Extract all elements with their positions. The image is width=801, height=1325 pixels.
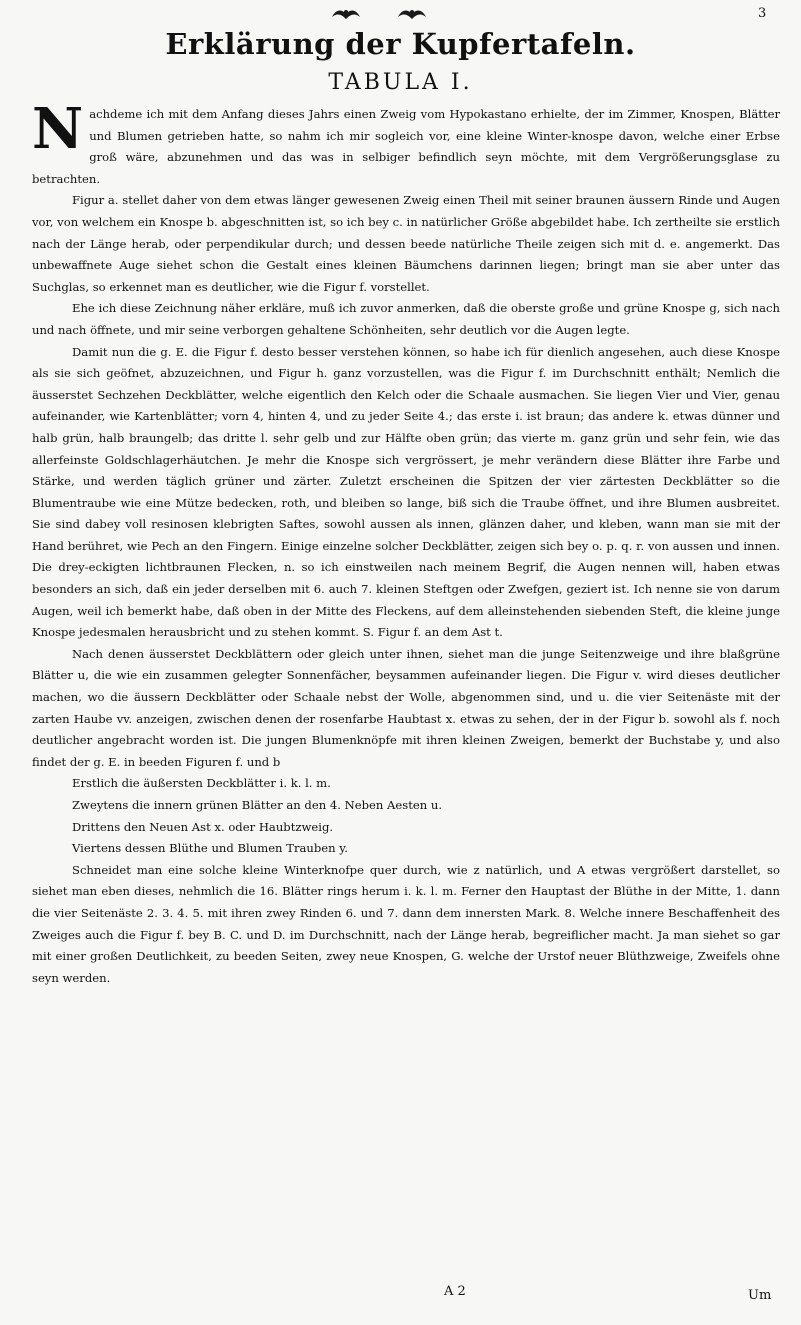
body-text (32, 96, 780, 989)
list-item: Zweytens die innern grünen Blätter an den 4. Neben Aesten u. (72, 798, 443, 812)
left-ornament-icon (331, 7, 361, 21)
paragraph-5: Nach denen äusserstet Deckblättern oder gleich unter ihnen, siehet man die junge Seitenzweige und ihre blaßgrüne Blätter u, die wie ein zusammen gelegter Sonnenfächer, beysammen aufeinander liegen. Die Figur v. wird dieses deutlicher machen, wo die äussern Deckblätter oder Schaale nebst der Wolle, abgenommen sind, und u. die vier Seitenäste mit der zarten Haube vv. anzeigen, zwischen denen der rosenfarbe Haubtast x. etwas zu sehen, der in der Figur b. sowohl als f. noch deutlicher angebracht worden ist. Die jungen Blumenknöpfe mit ihren kleinen Zweigen, bemerkt der Buchstabe y, und also findet der g. E. in beeden Figuren f. und b (32, 646, 780, 769)
page-number: 3 (758, 6, 767, 21)
paragraph-1-text: achdeme ich mit dem Anfang dieses Jahrs einen Zweig vom Hypokastano erhielte, der im Zimmer, Knospen, Blätter und Blumen getrieben hatte, so nahm ich mir sogleich vor, eine kleine Winter-knospe davon, welche einer Erbse groß wäre, abzunehmen und das was in selbiger befindlich seyn möchte, mit dem Vergrößerungsglase zu betrachten. (32, 107, 780, 186)
page-title: Erklärung der Kupfertafeln. (165, 27, 636, 61)
paragraph-4: Damit nun die g. E. die Figur f. desto besser verstehen können, so habe ich für dienlich angesehen, auch diese Knospe als sie sich geöfnet, abzuzeichnen, und Figur h. ganz vorzustellen, was die Figur f. im Durchschnitt enthält; Nemlich die äusserstet Sechzehen Deckblätter, welche eigentlich den Kelch oder die Schaale ausmachen. Sie liegen Vier und Vier, genau aufeinander, wie Kartenblätter; vorn 4, hinten 4, und zu jeder Seite 4.; das erste i. ist braun; das andere k. etwas dünner und halb grün, halb braungelb; das dritte l. sehr gelb und zur Hälfte oben grün; das vierte m. ganz grün und sehr fein, wie das allerfeinste Goldschlagerhäutchen. Je mehr die Knospe sich vergrössert, je mehr verändern diese Blätter ihre Farbe und Stärke, und werden täglich grüner und zärter. Zuletzt erscheinen die Spitzen der vier zärtesten Deckblätter so die Blumentraube wie eine Mütze bedecken, roth, und bleiben so lange, biß sich die Traube öffnet, und ihre Blumen ausbreitet. Sie sind dabey voll resinosen klebrigten Saftes, sowohl aussen als innen, glänzen daher, und kleben, wann man sie mit der Hand berühret, wie Pech an den Fingern. Einige einzelne solcher Deckblätter, zeigen sich bey o. p. q. r. von aussen und innen. Die drey-eckigten lichtbraunen Flecken, n. so ich einstweilen nach meinem Begrif, die Augen nennen will, haben etwas besonders an sich, daß ein jeder derselben mit 6. auch 7. kleinen Steftgen oder Zwefgen, geziert ist. Ich nenne sie von darum Augen, weil ich bemerkt habe, daß oben in der Mitte des Fleckens, auf dem alleinstehenden siebenden Steft, die kleine junge Knospe jedesmalen herausbricht und zu stehen kommt. S. Figur f. an dem Ast t. (32, 344, 780, 640)
paragraph-2: Figur a. stellet daher von dem etwas länger gewesenen Zweig einen Theil mit seiner braunen äussern Rinde und Augen vor, von welchem ein Knospe b. abgeschnitten ist, so ich bey c. in natürlicher Größe abgebildet habe. Ich zertheilte sie erstlich nach der Länge herab, oder perpendikular durch; und dessen beede natürliche Theile zeigen sich mit d. e. angemerkt. Das unbewaffnete Auge siehet schon die Gestalt eines kleinen Bäumchens darinnen liegen; bringt man sie aber unter das Suchglas, so erkennet man es deutlicher, wie die Figur f. vorstellet. (32, 193, 780, 294)
header-ornaments (0, 7, 801, 25)
right-ornament-icon (397, 7, 427, 21)
paragraph-3: Ehe ich diese Zeichnung näher erkläre, muß ich zuvor anmerken, daß die oberste große und grüne Knospe g, sich nach und nach öffnete, und mir seine verborgen gehaltene Schönheiten, sehr deutlich vor die Augen legte. (32, 301, 780, 337)
list-item: Drittens den Neuen Ast x. oder Haubtzweig. (72, 819, 334, 834)
signature-mark: A 2 (444, 1284, 466, 1299)
catchword: Um (748, 1288, 772, 1303)
plate-label: TABULA I. (328, 70, 473, 95)
paragraph-6: Schneidet man eine solche kleine Winterknofpe quer durch, wie z natürlich, und A etwas vergrößert darstellet, so siehet man eben dieses, nehmlich die 16. Blätter rings herum i. k. l. m. Ferner den Hauptast der Blüthe in der Mitte, 1. dann die vier Seitenäste 2. 3. 4. 5. mit ihren zwey Rinden 6. und 7. dann dem innersten Mark. 8. Welche innere Beschaffenheit des Zweiges auch die Figur f. bey B. C. und D. im Durchschnitt, nach der Länge herab, begreiflicher macht. Ja man siehet so gar mit einer großen Deutlichkeit, zu beeden Seiten, zwey neue Knospen, G. welche der Urstof neuer Blüthzweige, Zweifels ohne seyn werden. (32, 862, 780, 985)
drop-cap: N (32, 96, 84, 162)
list-item: Viertens dessen Blüthe und Blumen Trauben y. (72, 841, 348, 856)
paragraph-1 (32, 96, 780, 190)
list-item: Erstlich die äußersten Deckblätter i. k. l. m. (72, 776, 331, 791)
